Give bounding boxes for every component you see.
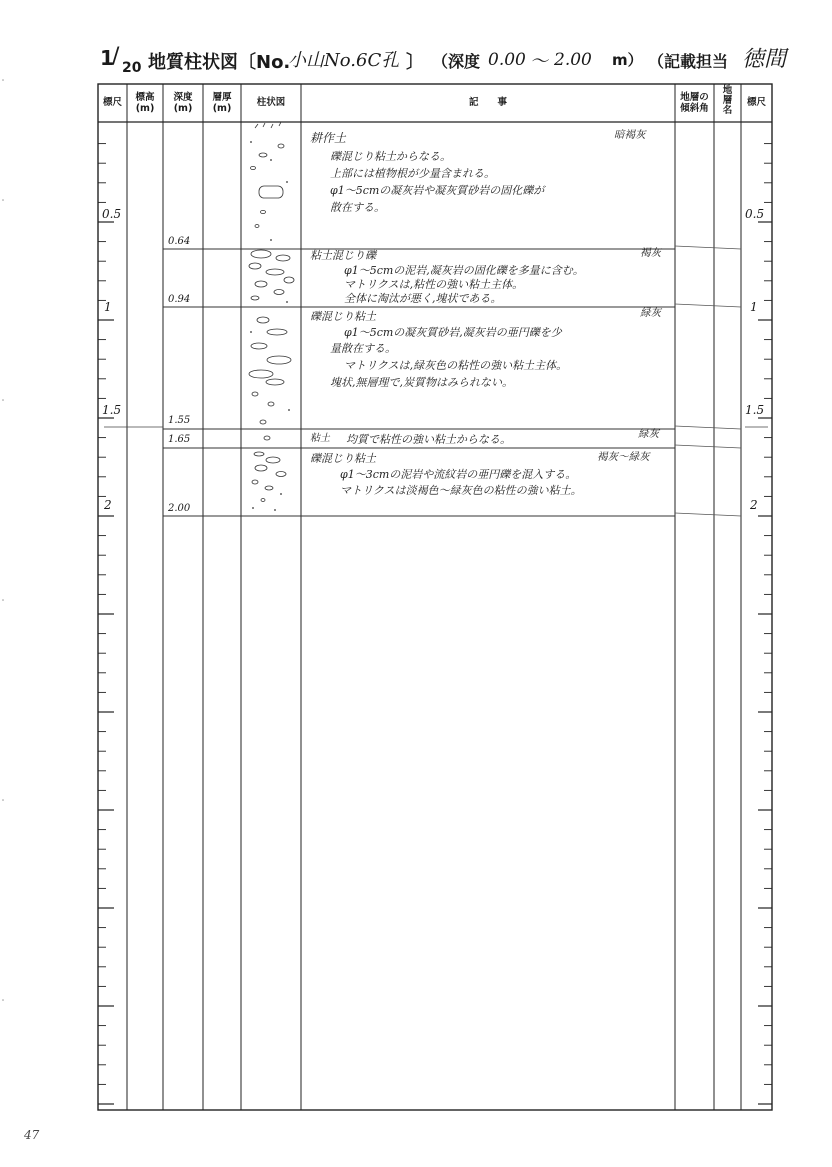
depth-from: 0.00	[488, 50, 526, 70]
layer-name: 礫混じり粘土	[310, 310, 376, 323]
recorder-name: 徳間	[742, 47, 787, 72]
lithology-column	[241, 122, 301, 517]
header-elevation-unit: (m)	[135, 103, 155, 114]
boring-number: 小山No.6C孔	[288, 50, 400, 71]
header-dip-line2: 傾斜角	[680, 103, 709, 114]
header-stratum-char3: 名	[722, 105, 733, 116]
header-depth-label: 深度	[173, 92, 193, 103]
layer-line: 均質で粘性の強い粘土からなる。	[346, 433, 511, 446]
depth-to: 2.00	[554, 50, 592, 70]
header-description: 記 事	[468, 97, 507, 108]
layer-line: 量散在する。	[330, 342, 396, 355]
header-thickness-unit: (m)	[212, 103, 232, 114]
scale-label-left: 0.5	[102, 207, 122, 221]
depth-value: 2.00	[168, 503, 191, 514]
scale-numerator: 1	[100, 46, 114, 70]
layer-name: 粘土混じり礫	[310, 249, 376, 262]
depth-value: 1.55	[168, 415, 191, 426]
binding-dots	[0, 0, 10, 1167]
layer-color: 褐灰	[640, 247, 661, 259]
scale-label-right: 1	[750, 300, 758, 314]
layer-line: マトリクスは淡褐色〜緑灰色の粘性の強い粘土。	[340, 484, 582, 497]
header-depth	[163, 92, 203, 114]
page-title: 地質柱状図〔No.	[148, 52, 291, 73]
depth-tilde: 〜	[530, 51, 548, 72]
header-stratum-name	[714, 86, 741, 116]
page-number: 47	[24, 1128, 40, 1142]
header-elevation-label: 標高	[135, 92, 155, 103]
layer-name: 耕作土	[310, 131, 347, 145]
layer-line: 礫混じり粘土からなる。	[330, 150, 451, 163]
layer-color: 緑灰	[638, 428, 659, 440]
layer-line: 塊状,無層理で,炭質物はみられない。	[330, 376, 513, 389]
depth-unit: m）	[612, 51, 643, 69]
layer-line: φ1〜5cmの凝灰岩や凝灰質砂岩の固化礫が	[330, 184, 545, 197]
layer-line: マトリクスは,緑灰色の粘性の強い粘土主体。	[344, 359, 568, 372]
header-thickness-label: 層厚	[212, 92, 232, 103]
header-stratum-char2: 層	[722, 95, 733, 106]
header-scale-left: 標尺	[102, 97, 122, 108]
depth-value: 1.65	[168, 434, 191, 445]
layer-color: 緑灰	[640, 307, 661, 319]
layer-line: 全体に淘汰が悪く,塊状である。	[344, 292, 502, 305]
scale-label-right: 0.5	[745, 207, 765, 221]
header-thickness	[203, 92, 241, 114]
recorder-label: （記載担当	[648, 52, 729, 71]
scale-label-right: 2	[750, 498, 758, 512]
header-elevation	[127, 92, 163, 114]
scale-label-left: 2	[104, 498, 112, 512]
layer-color: 褐灰〜緑灰	[597, 451, 650, 463]
scale-denominator: 20	[122, 60, 142, 76]
depth-value: 0.94	[168, 294, 191, 305]
scale-label-right: 1.5	[745, 403, 765, 417]
layer-line: 上部には植物根が少量含まれる。	[330, 167, 495, 180]
scale-slash: /	[112, 44, 120, 69]
layer-line: マトリクスは,粘性の強い粘土主体。	[344, 278, 524, 291]
layer-name: 礫混じり粘土	[310, 452, 376, 465]
header-column-log: 柱状図	[256, 97, 286, 108]
header-dip-line1: 地層の	[680, 92, 709, 103]
header-stratum-char1: 地	[722, 85, 733, 96]
title-close-bracket: 〕	[406, 52, 424, 73]
layer-line: φ1〜3cmの泥岩や流紋岩の亜円礫を混入する。	[340, 468, 577, 481]
scale-label-left: 1.5	[102, 403, 122, 417]
layer-color: 暗褐灰	[614, 129, 646, 141]
scale-label-left: 1	[104, 300, 112, 314]
header-dip	[675, 92, 714, 114]
header-scale-right: 標尺	[746, 97, 766, 108]
layer-line: φ1〜5cmの泥岩,凝灰岩の固化礫を多量に含む。	[344, 264, 584, 277]
header-depth-unit: (m)	[173, 103, 193, 114]
depth-value: 0.64	[168, 236, 191, 247]
layer-line: 散在する。	[330, 201, 385, 214]
layer-name: 粘土	[310, 433, 330, 444]
depth-label: （深度	[432, 52, 481, 71]
layer-line: φ1〜5cmの凝灰質砂岩,凝灰岩の亜円礫を少	[344, 326, 562, 339]
